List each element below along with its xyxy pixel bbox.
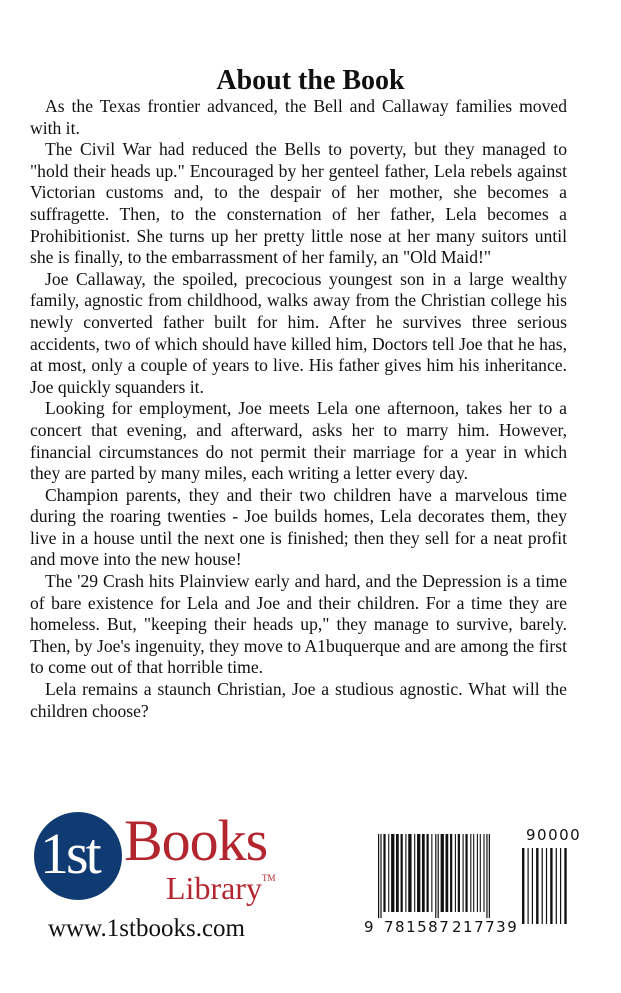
barcode-bar (480, 834, 481, 912)
barcode-bar (388, 834, 389, 912)
paragraph-frontier: As the Texas frontier advanced, the Bell and Callaway families moved with it. (30, 96, 567, 138)
barcode-bar (483, 834, 484, 912)
barcode-bar (542, 848, 543, 924)
barcode-bar (477, 834, 478, 912)
trademark-mark: TM (261, 873, 276, 883)
publisher-url: www.1stbooks.com (48, 915, 245, 942)
barcode-bar (450, 834, 452, 912)
barcode-bar (560, 848, 561, 924)
barcode-bar (408, 834, 411, 912)
barcode-bar (455, 834, 456, 912)
isbn-barcode (360, 828, 590, 938)
paragraph-depression: The '29 Crash hits Plainview early and hard, and the Depression is a time of bare existence for Lela and Joe and their children. For a time they are homeless. But, "keeping their heads up," they manage to survive, barely. Then, by Joe's ingenuity, they move to A1buquerque and are among the first to come out of that horrible time. (30, 571, 567, 678)
barcode-bar (465, 834, 467, 912)
logo-prefix: 1st (40, 822, 99, 886)
addon-digits: 90000 (526, 826, 582, 844)
paragraph-meeting: Looking for employment, Joe meets Lela one afternoon, takes her to a concert that evening, and afterward, asks her to marry him. However, financial circumstances do not permit their marriage for a year in which they are parted by many miles, each writing a letter every day. (30, 398, 567, 484)
barcode-bar (522, 848, 524, 924)
barcode-bar (431, 834, 432, 912)
barcode-bar (422, 834, 425, 912)
logo-sub-text: Library (166, 870, 262, 906)
barcode-bar (378, 834, 379, 918)
barcode-bar (550, 848, 552, 924)
barcode-bar (528, 848, 529, 924)
barcode-bar (546, 848, 547, 924)
barcode-bar (405, 834, 406, 912)
barcode-bar (446, 834, 449, 912)
barcode-bar (414, 834, 415, 912)
barcode-bar (536, 848, 538, 924)
barcode-bar (532, 848, 533, 924)
publisher-logo (34, 808, 294, 912)
barcode-bar (438, 834, 439, 918)
isbn-lead-digit: 9 (364, 918, 376, 936)
isbn-group-1: 781587 (384, 918, 451, 936)
page-title: About the Book (216, 65, 405, 96)
barcode-bar (380, 834, 381, 918)
book-description (30, 96, 567, 722)
logo-sub (166, 870, 275, 906)
barcode-bar (564, 848, 566, 924)
barcode-bar (441, 834, 444, 912)
logo-name: Books (124, 808, 268, 873)
barcode-bar (383, 834, 385, 912)
paragraph-bells: The Civil War had reduced the Bells to poverty, but they managed to "hold their heads up." Encouraged by her genteel father, Lela rebels against Victorian customs and, to the despair of her mother, she becomes a suffragette. Then, to the consternation of her father, Lela becomes a Prohibitionist. She turns up her pretty little nose at her many suitors until she is finally, to the embarrassment of her family, an "Old Maid!" (30, 139, 567, 268)
paragraph-closing: Lela remains a staunch Christian, Joe a studious agnostic. What will the children choose? (30, 679, 567, 721)
barcode-bar (427, 834, 429, 912)
barcode-bar (463, 834, 464, 912)
barcode-bar (391, 834, 394, 912)
barcode-bar (473, 834, 474, 912)
barcode-bar (396, 834, 399, 912)
barcode-bar (435, 834, 436, 918)
barcode-bar (486, 834, 487, 918)
barcode-bar (417, 834, 420, 912)
barcode-bar (489, 834, 490, 918)
paragraph-twenties: Champion parents, they and their two children have a marvelous time during the roaring twenties - Joe builds homes, Lela decorates them, they live in a house until the next one is finished; then they sell for a neat profit and move into the new house! (30, 484, 567, 570)
barcode-bar (470, 834, 471, 912)
barcode-bar (556, 848, 557, 924)
barcode-bar (458, 834, 460, 912)
isbn-group-2: 217739 (452, 918, 519, 936)
barcode-bar (401, 834, 403, 912)
paragraph-joe: Joe Callaway, the spoiled, precocious youngest son in a large wealthy family, agnostic from childhood, walks away from the Christian college his newly converted father built for him. After he survives three serious accidents, two of which should have killed him, Doctors tell Joe that he has, at most, only a couple of years to live. His father gives him his inheritance. Joe quickly squanders it. (30, 268, 567, 397)
